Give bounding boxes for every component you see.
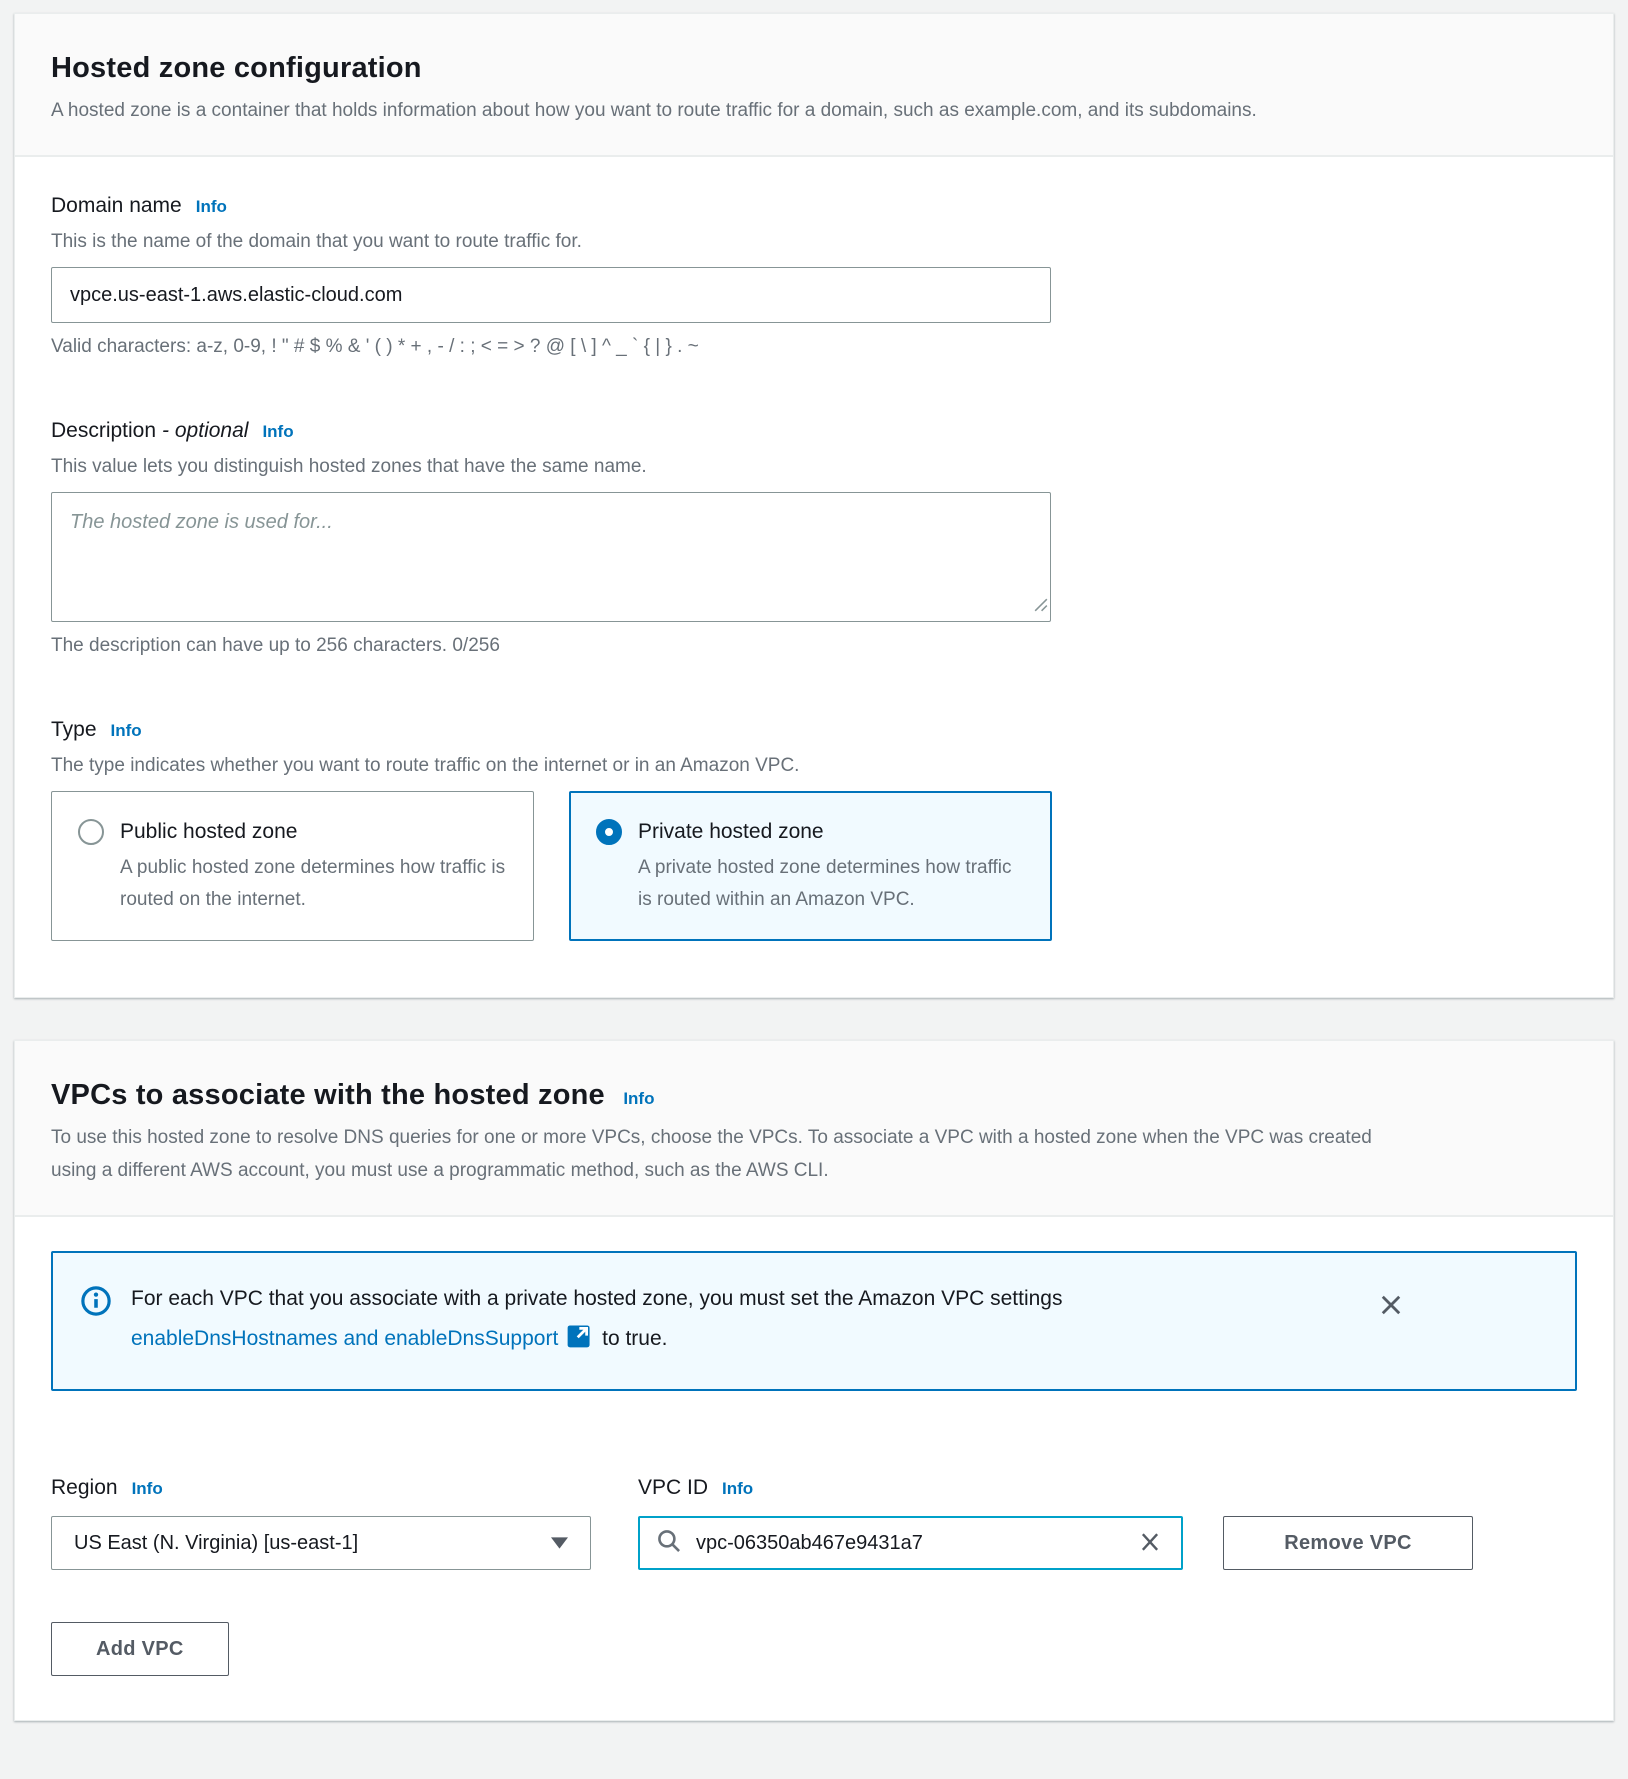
radio-public-unchecked-icon[interactable] xyxy=(78,819,104,845)
tile-private-text xyxy=(638,816,1027,916)
description-field-description: This value lets you distinguish hosted zones that have the same name. xyxy=(51,456,647,477)
remove-vpc-button[interactable]: Remove VPC xyxy=(1223,1516,1473,1570)
region-label: Region xyxy=(51,1476,118,1499)
vpc-row xyxy=(51,1473,1577,1570)
vpc-id-label: VPC ID xyxy=(638,1476,709,1499)
type-label-row xyxy=(51,715,1577,746)
card-header xyxy=(15,1041,1613,1217)
vpc-id-label-row xyxy=(638,1473,1183,1504)
hosted-zone-configuration-card xyxy=(14,13,1614,998)
type-label: Type xyxy=(51,718,97,741)
domain-name-input[interactable] xyxy=(51,267,1051,323)
region-select[interactable] xyxy=(51,1516,591,1570)
tile-public-hosted-zone[interactable] xyxy=(51,791,534,941)
region-column xyxy=(51,1473,591,1570)
domain-name-label-row xyxy=(51,191,1577,222)
caret-down-icon xyxy=(551,1532,568,1555)
alert-text xyxy=(131,1279,1351,1363)
card-content xyxy=(15,1217,1613,1720)
alert-close-button[interactable] xyxy=(1371,1285,1411,1328)
info-circle-icon xyxy=(81,1286,111,1321)
external-link-icon xyxy=(566,1323,592,1363)
card-content xyxy=(15,157,1613,997)
vpc-id-input[interactable] xyxy=(696,1532,1121,1555)
type-tiles xyxy=(51,791,1577,941)
region-label-row xyxy=(51,1473,591,1504)
domain-name-info-link[interactable]: Info xyxy=(195,197,227,216)
page-title: Hosted zone configuration xyxy=(51,52,422,84)
alert-text-after-link: to true. xyxy=(602,1327,668,1350)
search-icon xyxy=(656,1528,682,1559)
region-selected-value: US East (N. Virginia) [us-east-1] xyxy=(74,1531,359,1554)
vpc-id-clear-button[interactable] xyxy=(1135,1527,1165,1560)
description-textarea[interactable] xyxy=(51,492,1051,622)
domain-name-field xyxy=(51,191,1577,360)
clear-x-icon xyxy=(1137,1529,1163,1558)
description-optional-label: - optional xyxy=(162,419,249,442)
vpc-id-column xyxy=(638,1473,1183,1570)
add-vpc-button[interactable]: Add VPC xyxy=(51,1622,229,1676)
tile-private-description: A private hosted zone determines how traffic is routed within an Amazon VPC. xyxy=(638,857,1012,910)
description-counter: The description can have up to 256 characters. 0/256 xyxy=(51,635,500,656)
alert-text-before-link: For each VPC that you associate with a private hosted zone, you must set the Amazon VPC settings xyxy=(131,1287,1063,1310)
vpc-id-input-box xyxy=(638,1516,1183,1570)
type-field xyxy=(51,715,1577,941)
alert-settings-link[interactable] xyxy=(131,1327,596,1350)
description-textarea-wrap xyxy=(51,492,1051,622)
section-description: To use this hosted zone to resolve DNS queries for one or more VPCs, choose the VPCs. To associate a VPC with a hosted zone when the VPC was created using a different AWS account, you must use a programmatic method, such as the AWS CLI. xyxy=(51,1127,1372,1181)
tile-public-text xyxy=(120,816,509,916)
section-title: VPCs to associate with the hosted zone xyxy=(51,1079,605,1111)
vpcs-associate-card xyxy=(14,1040,1614,1721)
tile-private-heading: Private hosted zone xyxy=(638,820,824,843)
domain-name-constraint: Valid characters: a-z, 0-9, ! " # $ % & ' ( ) * + , - / : ; < = > ? @ [ \ ] ^ _ ` { | } . ~ xyxy=(51,336,699,357)
section-description: A hosted zone is a container that holds information about how you want to route traffic for a domain, such as example.com, and its subdomains. xyxy=(51,100,1257,121)
description-label: Description xyxy=(51,419,157,442)
tile-private-hosted-zone[interactable] xyxy=(569,791,1052,941)
info-alert xyxy=(51,1251,1577,1391)
region-info-link[interactable]: Info xyxy=(131,1479,163,1498)
description-field xyxy=(51,416,1577,659)
radio-private-checked-icon[interactable] xyxy=(596,819,622,845)
type-description: The type indicates whether you want to route traffic on the internet or in an Amazon VPC. xyxy=(51,755,800,776)
vpc-id-info-link[interactable]: Info xyxy=(722,1479,754,1498)
description-info-link[interactable]: Info xyxy=(262,422,294,441)
tile-public-heading: Public hosted zone xyxy=(120,820,298,843)
resize-grip-icon[interactable] xyxy=(1034,598,1048,617)
card-header xyxy=(15,14,1613,157)
type-info-link[interactable]: Info xyxy=(110,721,142,740)
description-label-row xyxy=(51,416,1577,447)
close-x-icon xyxy=(1377,1307,1405,1322)
domain-name-description: This is the name of the domain that you want to route traffic for. xyxy=(51,231,582,252)
alert-link-label: enableDnsHostnames and enableDnsSupport xyxy=(131,1327,559,1350)
domain-name-label: Domain name xyxy=(51,194,182,217)
tile-public-description: A public hosted zone determines how traffic is routed on the internet. xyxy=(120,857,506,910)
vpcs-info-link[interactable]: Info xyxy=(623,1089,655,1108)
